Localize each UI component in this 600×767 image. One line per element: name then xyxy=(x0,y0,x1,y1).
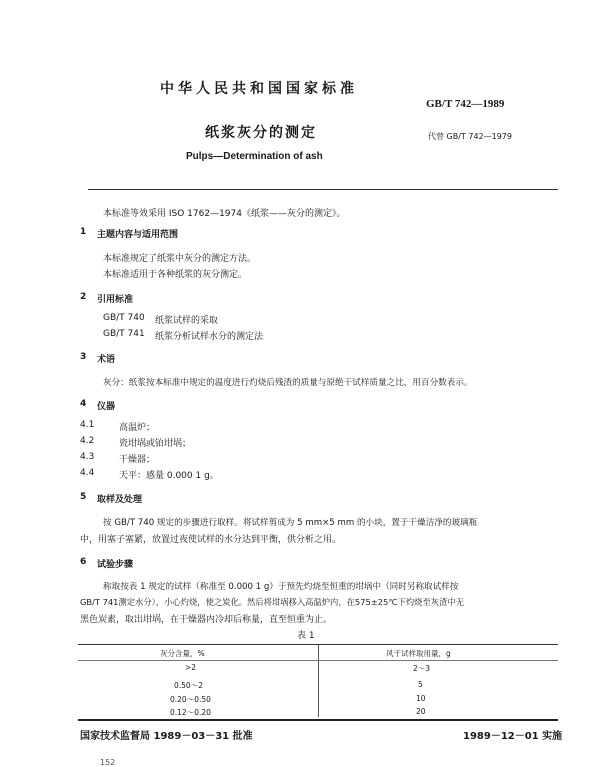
table-row-3-amount: 10 xyxy=(416,694,426,703)
implementation-date: 1989－12－01 实施 xyxy=(463,731,563,742)
section-1-heading: 主题内容与适用范围 xyxy=(97,230,179,240)
page-number: 152 xyxy=(100,758,116,767)
table-row-3-ash: 0.20～0.50 xyxy=(170,695,211,704)
ref-2-title: 纸浆分析试样水分的测定法 xyxy=(155,332,264,342)
section-2-number: 2 xyxy=(80,292,87,302)
section-2-heading: 引用标准 xyxy=(97,295,134,305)
section-5-heading: 取样及处理 xyxy=(97,495,143,505)
table-row-1-amount: 2～3 xyxy=(413,664,431,673)
section-6-line-3: 黑色炭素，取出坩埚，在干燥器内冷却后称量，直至恒重为止。 xyxy=(80,615,333,625)
table-column-divider xyxy=(318,645,319,717)
section-6-heading: 试验步骤 xyxy=(97,560,134,570)
table-row-4-amount: 20 xyxy=(416,707,426,716)
approval-line: 国家技术监督局 1989－03－31 批准 xyxy=(80,731,253,742)
table-row-1-ash: >2 xyxy=(185,663,197,672)
section-3-definition: 灰分：纸浆按本标准中规定的温度进行灼烧后残渣的质量与原绝干试样质量之比，用百分数表示。 xyxy=(103,378,473,388)
item-4-1-number: 4.1 xyxy=(80,420,95,430)
section-1-line-1: 本标准规定了纸浆中灰分的测定方法。 xyxy=(103,254,257,264)
footer-divider xyxy=(78,719,558,721)
item-4-4-text: 天平：感量 0.000 1 g。 xyxy=(119,471,219,481)
section-4-number: 4 xyxy=(80,399,87,409)
section-5-line-2: 中，用塞子塞紧，放置过夜使试样的水分达到平衡，供分析之用。 xyxy=(80,535,342,545)
ref-1-title: 纸浆试样的采取 xyxy=(155,316,219,326)
section-6-line-2: GB/T 741测定水分），小心灼烧，使之炭化。然后将坩埚移入高温炉内，在575±25℃下灼烧至灰渣中无 xyxy=(80,597,464,607)
item-4-2-number: 4.2 xyxy=(80,436,95,446)
table-header-sample-amount: 风干试样取用量，g xyxy=(386,649,451,658)
intro-text: 本标准等效采用 ISO 1762—1974《纸浆——灰分的测定》。 xyxy=(103,209,346,219)
header-divider xyxy=(88,189,558,190)
item-4-2-text: 瓷坩埚或铂坩埚； xyxy=(119,439,192,449)
section-5-number: 5 xyxy=(80,492,87,502)
ref-1-code: GB/T 740 xyxy=(103,313,145,323)
item-4-3-number: 4.3 xyxy=(80,452,95,462)
section-5-line-1: 按 GB/T 740 规定的步骤进行取样。将试样剪成为 5 mm×5 mm 的小块，置于干燥洁净的玻璃瓶 xyxy=(103,518,478,528)
section-6-number: 6 xyxy=(80,557,87,567)
document-title: 纸浆灰分的测定 xyxy=(205,125,317,141)
table-row-2-ash: 0.50～2 xyxy=(174,681,203,690)
english-title: Pulps—Determination of ash xyxy=(186,151,323,162)
item-4-3-text: 干燥器； xyxy=(119,455,156,465)
section-3-heading: 术语 xyxy=(97,355,116,365)
section-6-line-1: 称取按表 1 规定的试样（称准至 0.000 1 g）于预先灼烧至恒重的坩埚中（同时另称取试样按 xyxy=(103,582,459,592)
table-header-ash-content: 灰分含量，% xyxy=(160,649,205,658)
section-3-number: 3 xyxy=(80,352,87,362)
item-4-1-text: 高温炉； xyxy=(119,423,156,433)
national-standard-heading: 中华人民共和国国家标准 xyxy=(160,81,358,97)
section-1-number: 1 xyxy=(80,227,87,237)
section-1-line-2: 本标准适用于各种纸浆的灰分测定。 xyxy=(103,270,248,280)
standard-code: GB/T 742—1989 xyxy=(426,98,505,110)
table-row-4-ash: 0.12～0.20 xyxy=(170,708,211,717)
section-4-heading: 仪器 xyxy=(97,402,116,412)
table-row-2-amount: 5 xyxy=(418,680,423,689)
item-4-4-number: 4.4 xyxy=(80,468,95,478)
replaces-standard: 代替 GB/T 742—1979 xyxy=(428,132,512,141)
table-caption: 表 1 xyxy=(297,631,315,641)
ref-2-code: GB/T 741 xyxy=(103,329,145,339)
table-header-rule xyxy=(78,660,558,661)
